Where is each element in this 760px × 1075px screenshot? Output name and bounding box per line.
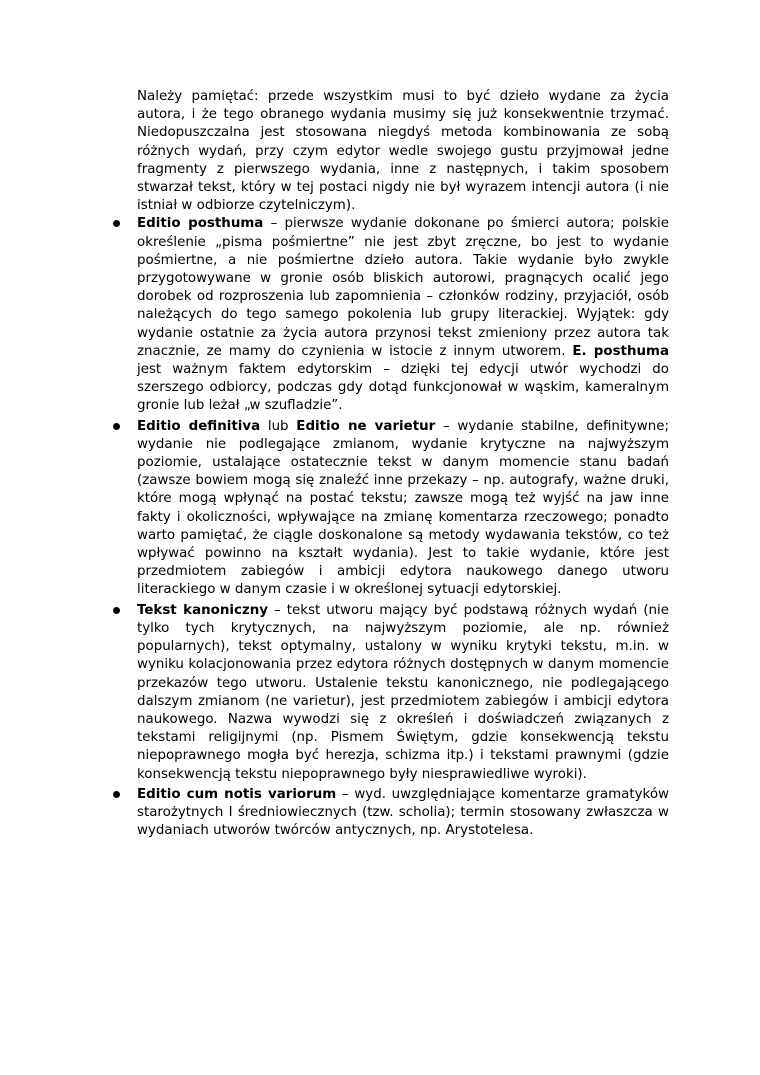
definition-text: lub (260, 418, 297, 434)
term: Editio definitiva (137, 418, 261, 434)
definition-text: – wyd. uwzględniające komentarze gramatyków starożytnych I średniowiecznych (tzw. scholia); termin stosowany zwłaszcza w wydaniach utworów twórców antycznych, np. Arystotelesa. (137, 786, 669, 839)
term: Editio cum notis variorum (137, 786, 337, 802)
term: Editio ne varietur (296, 418, 436, 434)
definition-text: – tekst utworu mający być podstawą różnych wydań (nie tylko tych krytycznych, na najwyższym poziomie, ale np. również popularnych), tekst optymalny, ustalony w wyniku krytyki tekstu, m.in. w wyniku kolacjonowania przez edytora różnych dostępnych w danym momencie przekazów tego utworu. Ustalenie tekstu kanonicznego, nie podlegającego dalszym zmianom (ne varietur), jest przedmiotem zabiegów i ambicji edytora naukowego. Nazwa wywodzi się z określeń i doświadczeń związanych z tekstami religijnymi (np. Pismem Świętym, gdzie konsekwencją tekstu niepoprawnego mogła być herezja, schizma itp.) i tekstami prawnymi (gdzie konsekwencją tekstu niepoprawnego były niesprawiedliwe wyroki). (137, 602, 669, 782)
term: E. posthuma (572, 343, 670, 359)
intro-paragraph: Należy pamiętać: przede wszystkim musi to być dzieło wydane za życia autora, i że tego obranego wydania musimy się już konsekwentnie trzymać. Niedopuszczalna jest stosowana niegdyś metoda kombinowania ze sobą różnych wydań, przy czym edytor wedle swojego gustu przyjmował jedne fragmenty z pierwszego wydania, inne z następnych, i takim sposobem stwarzał tekst, który w tej postaci nigdy nie był wyrazem intencji autora (i nie istniał w odbiorze czytelniczym). (137, 89, 669, 214)
bullet-icon (113, 423, 120, 430)
list-item-editio-posthuma (137, 215, 669, 415)
bullet-icon (113, 220, 120, 227)
definition-text: – pierwsze wydanie dokonane po śmierci autora; polskie określenie „pisma pośmiertne” nie jest zbyt zręczne, bo jest to wydanie pośmiertne, a nie pośmiertne dzieło autora. Takie wydanie było zwykle przygotowywane w gronie osób bliskich autorowi, pragnących ocalić jego dorobek od rozproszenia lub zapomnienia – członków rodziny, przyjaciół, osób należących do tego samego pokolenia lub grupy literackiej. Wyjątek: gdy wydanie ostatnie za życia autora przynosi tekst zmieniony przez autora tak znacznie, ze mamy do czynienia w istocie z innym utworem. (137, 216, 669, 359)
definition-text: jest ważnym faktem edytorskim – dzięki tej edycji utwór wychodzi do szerszego odbiorcy, podczas gdy dotąd funkcjonował w wąskim, kameralnym gronie lub leżał „w szufladzie”. (137, 362, 669, 414)
list-item-tekst-kanoniczny (137, 602, 669, 784)
definition-list (137, 215, 669, 840)
list-item-editio-definitiva (137, 418, 669, 600)
definition-text: – wydanie stabilne, definitywne; wydanie nie podlegające zmianom, wydanie krytyczne na najwyższym poziomie, ustalające ostatecznie tekst w danym momencie stanu badań (zawsze bowiem mogą się znaleźć inne przekazy – np. autografy, ważne druki, które mogą wpłynąć na postać tekstu; zawsze mogą też wyjść na jaw inne fakty i okoliczności, wpływające na zmianę komentarza rzeczowego; ponadto warto pamiętać, że ciągle doskonalone są metody wydawania tekstów, co też wpływać powinno na kształt wydania). Jest to takie wydanie, które jest przedmiotem zabiegów i ambicji edytora naukowego danego utworu literackiego w danym czasie i w określonej sytuacji edytorskiej. (137, 418, 669, 598)
term: Tekst kanoniczny (137, 602, 268, 618)
term: Editio posthuma (137, 216, 264, 232)
bullet-icon (113, 607, 120, 614)
page-content (137, 88, 669, 842)
bullet-icon (113, 791, 120, 798)
list-item-editio-cum-notis-variorum (137, 786, 669, 841)
